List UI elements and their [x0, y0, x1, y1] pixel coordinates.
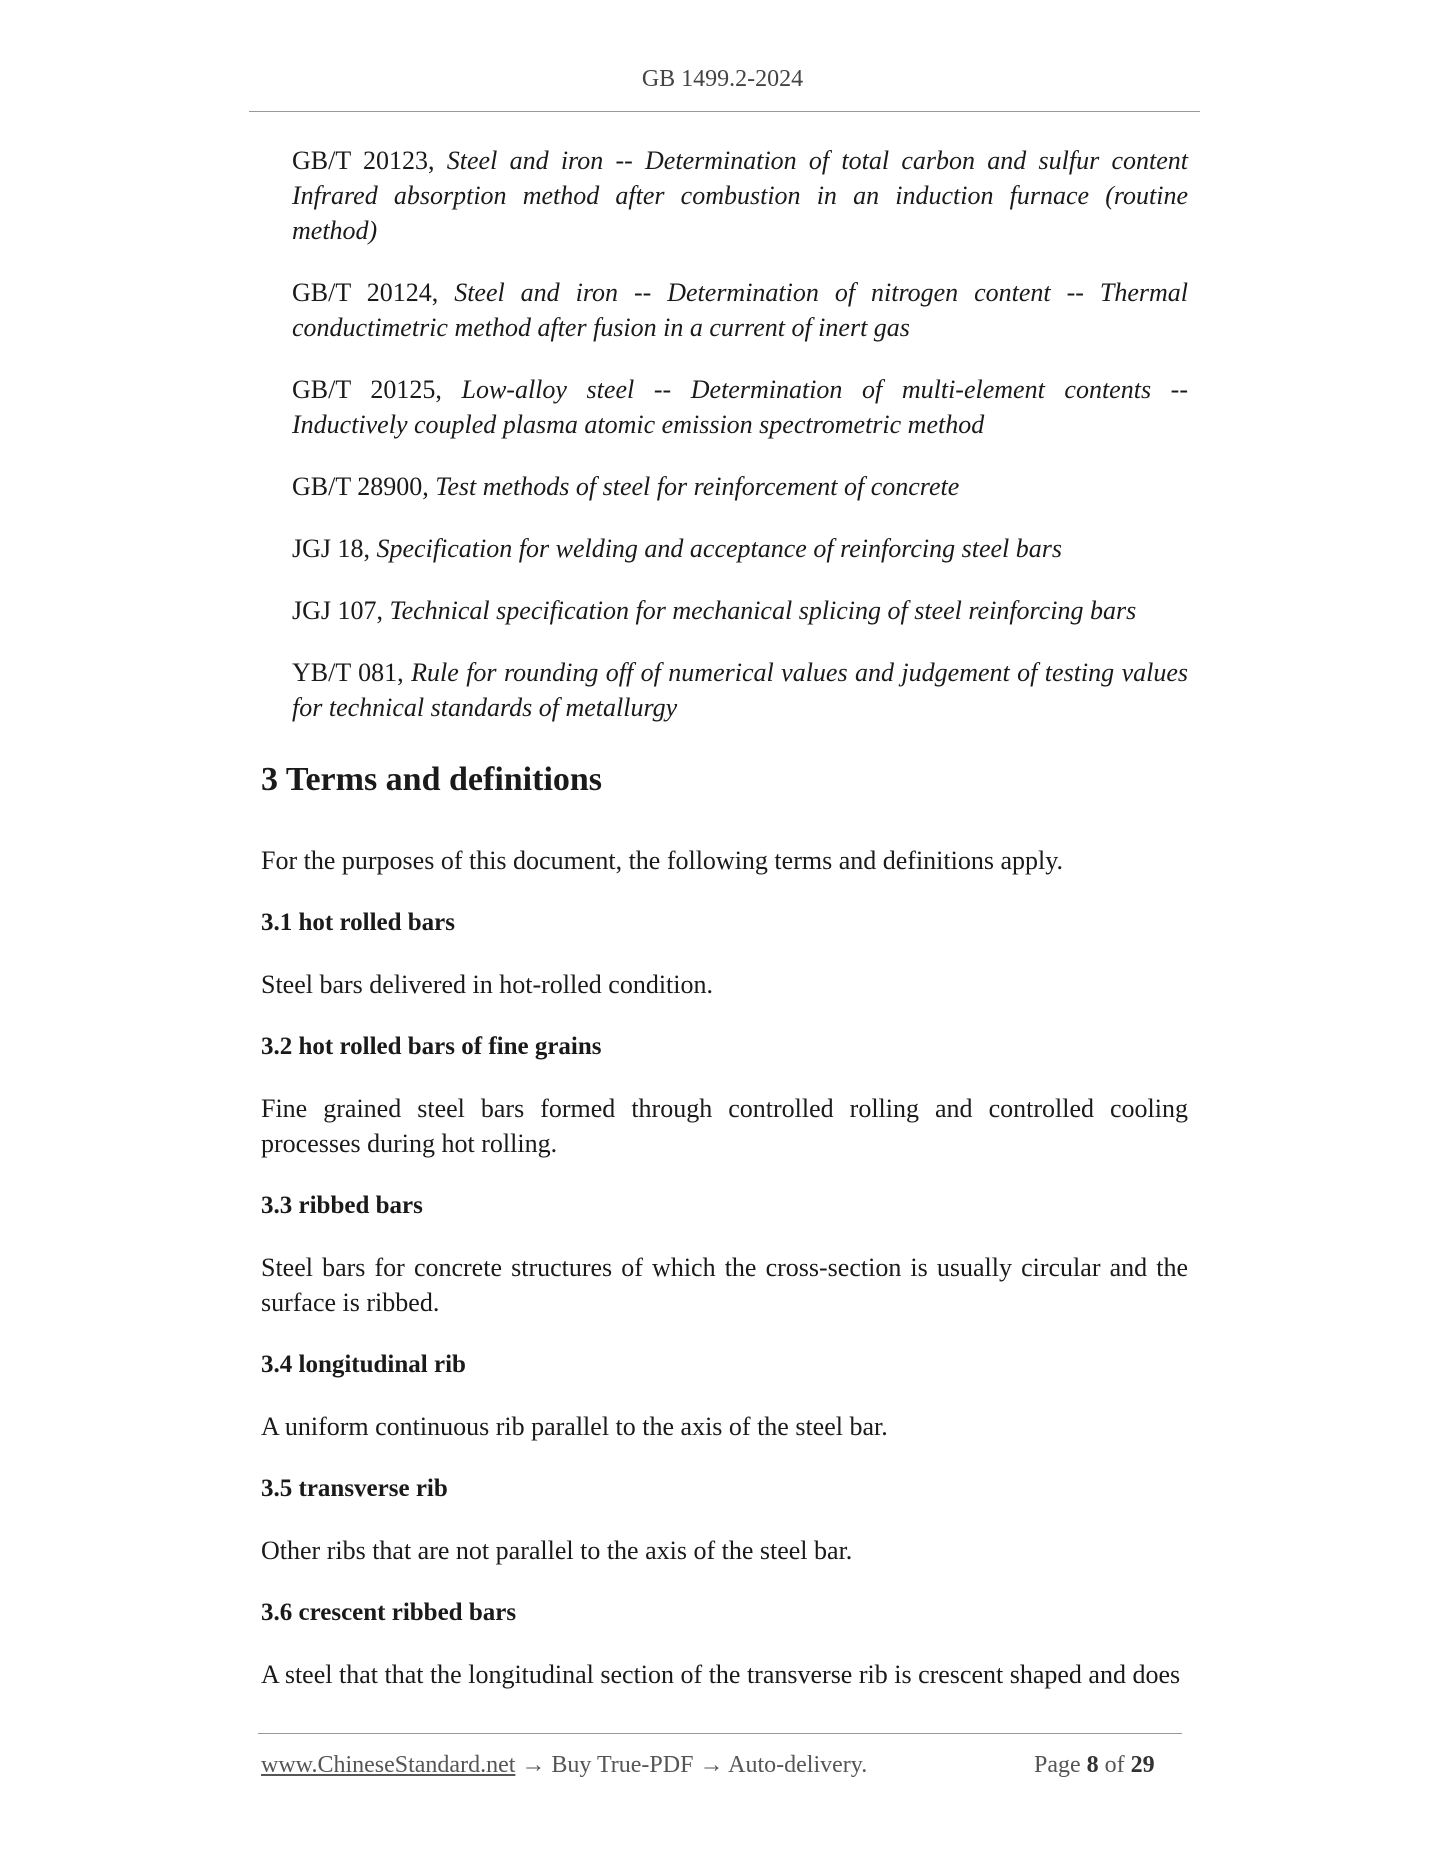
reference-code: GB/T 20124,: [292, 278, 439, 307]
reference-title: Test methods of steel for reinforcement of concrete: [435, 472, 960, 501]
page-total: 29: [1130, 1752, 1155, 1778]
section-intro: For the purposes of this document, the following terms and definitions apply.: [261, 846, 1064, 875]
reference-item: [292, 655, 1188, 725]
reference-item: [292, 593, 1188, 628]
reference-code: GB/T 20123,: [292, 146, 435, 175]
website-link[interactable]: www.ChineseStandard.net: [261, 1752, 516, 1778]
term-label: 3.1 hot rolled bars: [261, 909, 455, 936]
reference-title: Steel and iron -- Determination of nitrogen content -- Thermal conductimetric method after fusion in a current of inert gas: [292, 278, 1188, 342]
of-word: of: [1104, 1752, 1125, 1778]
arrow-right-icon: →: [699, 1752, 724, 1778]
reference-code: GB/T 28900,: [292, 472, 429, 501]
term-definition: Fine grained steel bars formed through controlled rolling and controlled cooling processes during hot rolling.: [261, 1094, 1188, 1158]
reference-code: JGJ 18,: [292, 534, 371, 563]
arrow-right-icon: →: [521, 1752, 546, 1778]
term-label: 3.3 ribbed bars: [261, 1192, 423, 1219]
reference-title: Technical specification for mechanical splicing of steel reinforcing bars: [389, 596, 1137, 625]
reference-title: Low-alloy steel -- Determination of multi-element contents -- Inductively coupled plasma atomic emission spectrometric method: [292, 375, 1188, 439]
reference-item: [292, 275, 1188, 345]
page-header-title: GB 1499.2-2024: [641, 66, 804, 92]
term-definition: Steel bars delivered in hot-rolled condition.: [261, 970, 713, 999]
page-current: 8: [1086, 1752, 1099, 1778]
reference-title: Rule for rounding off of numerical values and judgement of testing values for technical standards of metallurgy: [292, 658, 1188, 722]
reference-item: [292, 531, 1188, 566]
term-definition: Steel bars for concrete structures of which the cross-section is usually circular and the surface is ribbed.: [261, 1253, 1188, 1317]
term-definition: A uniform continuous rib parallel to the axis of the steel bar.: [261, 1412, 888, 1441]
term-definition: Other ribs that are not parallel to the axis of the steel bar.: [261, 1536, 853, 1565]
reference-title: Specification for welding and acceptance of reinforcing steel bars: [376, 534, 1063, 563]
reference-item: [292, 143, 1188, 248]
definitions-section: [261, 843, 1188, 1719]
term-label: 3.5 transverse rib: [261, 1475, 448, 1502]
term-label: 3.4 longitudinal rib: [261, 1351, 466, 1378]
header-divider: [249, 111, 1200, 112]
footer-promo: [261, 1752, 867, 1779]
reference-title: Steel and iron -- Determination of total carbon and sulfur content Infrared absorption method after combustion in an induction furnace (routine method): [292, 146, 1188, 245]
auto-delivery-text: Auto-delivery.: [728, 1752, 868, 1778]
reference-list: [292, 143, 1188, 752]
reference-code: YB/T 081,: [292, 658, 404, 687]
section-heading: 3 Terms and definitions: [261, 761, 603, 798]
page-word: Page: [1034, 1752, 1081, 1778]
term-label: 3.2 hot rolled bars of fine grains: [261, 1033, 602, 1060]
footer-divider: [258, 1733, 1182, 1734]
page-number: [1034, 1752, 1155, 1779]
reference-code: JGJ 107,: [292, 596, 384, 625]
reference-code: GB/T 20125,: [292, 375, 442, 404]
reference-item: [292, 372, 1188, 442]
term-definition: A steel that that the longitudinal section of the transverse rib is crescent shaped and does: [261, 1660, 1181, 1689]
reference-item: [292, 469, 1188, 504]
term-label: 3.6 crescent ribbed bars: [261, 1599, 517, 1626]
buy-pdf-text: Buy True-PDF: [551, 1752, 694, 1778]
